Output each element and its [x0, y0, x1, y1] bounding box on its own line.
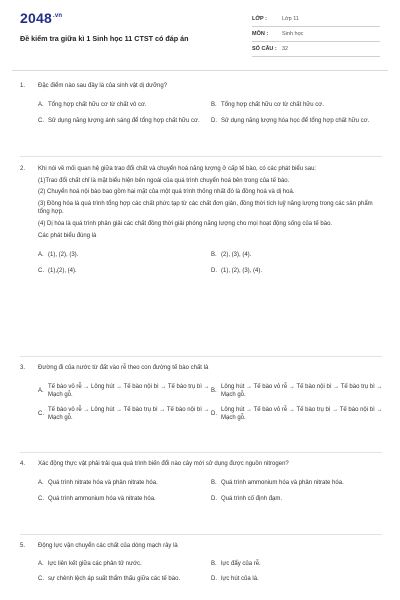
statement-3: (3) Đồng hóa là quá trình tổng hợp các chất phức tạp từ các chất đơn giản, đồng thời tích luỹ năng lượng trong các sản phẩm tổng hợp.: [38, 200, 373, 216]
option-text: sự chênh lệch áp suất thẩm thấu giữa các tế bào.: [48, 576, 181, 583]
option-key: B.: [211, 480, 217, 487]
option-text: lực liên kết giữa các phân tử nước.: [48, 561, 142, 568]
option-a[interactable]: [38, 250, 211, 260]
option-d[interactable]: [211, 406, 384, 423]
option-text: Quá trình ammonium hóa và phản nitrate hóa.: [221, 480, 344, 487]
meta-label: SỐ CÂU :: [252, 46, 277, 52]
question-number: 2.: [20, 166, 26, 172]
option-text: (1), (2), (3), (4).: [221, 267, 263, 274]
option-key: C.: [38, 118, 44, 125]
option-text: (2), (3), (4).: [221, 251, 252, 258]
option-key: B.: [211, 102, 217, 109]
option-grid: [38, 250, 382, 276]
question-1: [20, 82, 382, 127]
meta-label: MÔN :: [252, 31, 269, 37]
question-number: 3.: [20, 365, 26, 371]
option-b[interactable]: [211, 101, 384, 111]
option-d[interactable]: [211, 117, 384, 127]
option-key: C.: [38, 411, 44, 418]
logo-suffix: .vn: [52, 13, 63, 20]
option-b[interactable]: [211, 250, 384, 260]
option-key: D.: [211, 267, 217, 274]
question-separator: [20, 356, 382, 357]
meta-row-question-count: [252, 42, 380, 57]
question-3: [20, 364, 382, 423]
site-logo[interactable]: [20, 10, 62, 26]
option-text: Sử dụng năng lượng ánh sáng để tổng hợp chất hữu cơ.: [48, 118, 200, 125]
option-key: A.: [38, 102, 44, 109]
option-key: B.: [211, 387, 217, 394]
meta-label: LỚP :: [252, 16, 267, 22]
option-text: (1),(2), (4).: [48, 267, 77, 274]
option-text: Tế bào vỏ rễ → Lông hút → Tế bào nội bì → Tế bào trụ bì → Mạch gỗ.: [48, 383, 210, 399]
option-key: C.: [38, 267, 44, 274]
question-2: [20, 165, 382, 276]
option-c[interactable]: [38, 117, 211, 127]
option-b[interactable]: [211, 383, 384, 400]
option-c[interactable]: [38, 266, 211, 276]
meta-value: Lớp 11: [282, 16, 299, 22]
question-separator: [20, 156, 382, 157]
question-separator: [20, 534, 382, 535]
exam-title: Đề kiểm tra giữa kì 1 Sinh học 11 CTST có đáp án: [20, 34, 189, 43]
option-key: D.: [211, 496, 217, 503]
question-text: Xác động thực vật phải trải qua quá trình biến đổi nào cây mới sử dụng được nguồn nitrogen?: [38, 461, 289, 467]
option-key: B.: [211, 251, 217, 258]
option-d[interactable]: [211, 575, 384, 585]
option-text: Tổng hợp chất hữu cơ từ chất vô cơ.: [48, 102, 147, 109]
option-c[interactable]: [38, 495, 211, 505]
question-text: Khi nói về mối quan hệ giữa trao đổi chất và chuyển hoá năng lượng ở cấp tế bào, có các phát biểu sau:: [38, 166, 317, 172]
option-a[interactable]: [38, 560, 211, 570]
question-number: 5.: [20, 543, 26, 549]
statement-4: (4) Dị hóa là quá trình phân giải các chất đồng thời giải phóng năng lượng cho mọi hoạt động sống của tế bào.: [38, 220, 333, 227]
option-key: A.: [38, 387, 44, 394]
option-b[interactable]: [211, 479, 384, 489]
question-number: 4.: [20, 461, 26, 467]
option-text: Quá trình nitrate hóa và phản nitrate hóa.: [48, 480, 158, 487]
statement-2: (2) Chuyển hoá nội bào bao gồm hai mặt của một quá trình thống nhất đó là đồng hoá và dị hoá.: [38, 189, 295, 196]
option-c[interactable]: [38, 406, 211, 423]
meta-row-subject: [252, 27, 380, 42]
option-text: Sử dụng năng lượng hóa học để tổng hợp chất hữu cơ.: [221, 118, 370, 125]
question-number: 1.: [20, 83, 26, 89]
option-key: D.: [211, 411, 217, 418]
question-5: [20, 542, 382, 585]
option-key: A.: [38, 561, 44, 568]
option-grid: [38, 479, 382, 505]
option-c[interactable]: [38, 575, 211, 585]
option-grid: [38, 101, 382, 127]
option-b[interactable]: [211, 560, 384, 570]
question-text: Động lực vận chuyển các chất của dòng mạch rây là: [38, 543, 178, 549]
prompt-line: Các phát biểu đúng là: [38, 232, 97, 239]
option-text: (1), (2), (3).: [48, 251, 79, 258]
option-text: Lông hút → Tế bào vỏ rễ → Tế bào nội bì → Tế bào trụ bì → Mạch gỗ.: [221, 383, 383, 399]
option-text: Quá trình ammonium hóa và nitrate hóa.: [48, 496, 156, 503]
option-key: B.: [211, 561, 217, 568]
option-key: C.: [38, 576, 44, 583]
statement-1: (1)Trao đổi chất chỉ là mặt biểu hiện bên ngoài của quá trình chuyển hoá bên trong của tế bào.: [38, 177, 290, 184]
option-grid: [38, 560, 382, 585]
option-d[interactable]: [211, 266, 384, 276]
question-4: [20, 460, 382, 505]
meta-value: Sinh học: [282, 31, 304, 37]
option-key: D.: [211, 576, 217, 583]
option-text: Tổng hợp chất hữu cơ từ chất hữu cơ.: [221, 102, 324, 109]
option-key: C.: [38, 496, 44, 503]
option-text: lực đẩy của rễ.: [221, 561, 261, 568]
option-d[interactable]: [211, 495, 384, 505]
question-text: Đặc điểm nào sau đây là của sinh vật dị dưỡng?: [38, 83, 168, 89]
logo-text: 2048: [20, 10, 52, 26]
meta-row-class: [252, 12, 380, 27]
option-a[interactable]: [38, 383, 211, 400]
option-key: A.: [38, 251, 44, 258]
option-key: D.: [211, 118, 217, 125]
meta-value: 32: [282, 46, 289, 52]
option-a[interactable]: [38, 479, 211, 489]
option-text: Tế bào vỏ rễ → Lông hút → Tế bào trụ bì → Tế bào nội bì → Mạch gỗ.: [48, 406, 210, 422]
option-grid: [38, 383, 382, 423]
exam-meta-table: [252, 12, 380, 57]
question-text: Đường đi của nước từ đất vào rễ theo con đường tế bào chất là: [38, 365, 209, 371]
option-a[interactable]: [38, 101, 211, 111]
question-separator: [20, 452, 382, 453]
option-text: lực hút của lá.: [221, 576, 259, 583]
option-key: A.: [38, 480, 44, 487]
option-text: Quá trình cố định đạm.: [221, 496, 283, 503]
header-divider: [12, 70, 388, 71]
option-text: Lông hút → Tế bào vỏ rễ → Tế bào trụ bì → Tế bào nội bì → Mạch gỗ.: [221, 406, 383, 422]
